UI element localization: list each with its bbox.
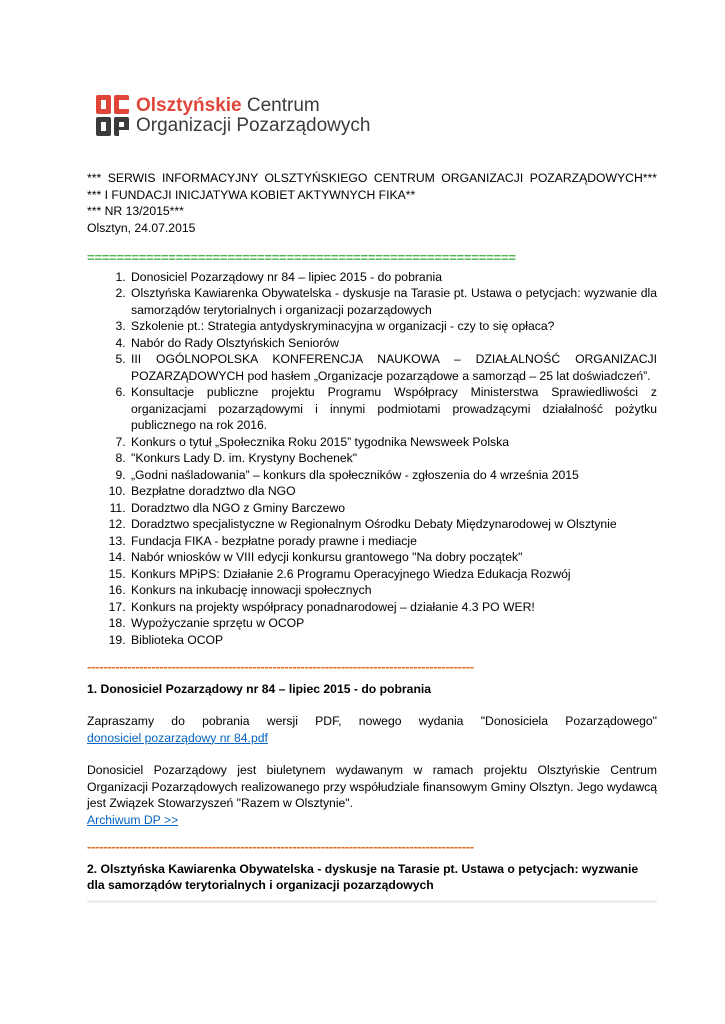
logo-word-olsztynskie: Olsztyńskie [136,95,242,116]
toc-item: 13. Fundacja FIKA - bezpłatne porady prawne i mediacje [129,533,657,550]
toc-item: 14. Nabór wniosków w VIII edycji konkursu grantowego "Na dobry początek" [129,549,657,566]
toc-item: 4. Nabór do Rady Olsztyńskich Seniorów [129,335,657,352]
ocop-logo [96,95,396,139]
logo-title-line1 [136,96,370,116]
toc-item: 6. Konsultacje publiczne projektu Programu Współpracy Ministerstwa Sprawiedliwości z organizacjami pozarządowymi i innymi podmiotami prowadzącymi działalność pożytku publicznego na rok 2016. [129,384,657,434]
toc-item: 9. „Godni naśladowania” – konkurs dla społeczników - zgłoszenia do 4 września 2015 [129,467,657,484]
logo-title-line2: Organizacji Pozarządowych [136,115,371,136]
toc-item: 5. III OGÓLNOPOLSKA KONFERENCJA NAUKOWA – DZIAŁALNOŚĆ ORGANIZACJI POZARZĄDOWYCH pod hasłem „Organizacje pozarządowe a samorząd – 25 lat doświadczeń”. [129,351,657,384]
toc-item: 1. Donosiciel Pozarządowy nr 84 – lipiec 2015 - do pobrania [129,269,657,286]
pdf-download-link[interactable]: donosiciel pozarządowy nr 84.pdf [87,730,268,745]
toc-item: 10. Bezpłatne doradztwo dla NGO [129,483,657,500]
toc-item: 16. Konkurs na inkubację innowacji społecznych [129,582,657,599]
toc-item: 17. Konkurs na projekty współpracy ponadnarodowej – działanie 4.3 PO WER! [129,599,657,616]
ocop-logo-mark-icon [96,95,130,137]
toc-item: 3. Szkolenie pt.: Strategia antydyskryminacyjna w organizacji - czy to się opłaca? [129,318,657,335]
toc-item: 8. "Konkurs Lady D. im. Krystyny Bochenek" [129,450,657,467]
header-line-2: *** I FUNDACJI INICJATYWA KOBIET AKTYWNYCH FIKA** [87,187,416,202]
toc-item: 18. Wypożyczanie sprzętu w OCOP [129,615,657,632]
header-issue-number: *** NR 13/2015*** [87,204,184,218]
toc-item: 7. Konkurs o tytuł „Społecznika Roku 2015” tygodnika Newsweek Polska [129,434,657,451]
toc-item: 11. Doradztwo dla NGO z Gminy Barczewo [129,500,657,517]
header-line-1: *** SERWIS INFORMACYJNY OLSZTYŃSKIEGO CENTRUM ORGANIZACJI POZARZĄDOWYCH*** [87,171,657,185]
section-1-body: Donosiciel Pozarządowy jest biuletynem wydawanym w ramach projektu Olsztyńskie Centrum Organizacji Pozarządowych realizowanego przy współudziale finansowym Gminy Olsztyn. Jego wydawcą jest Związek Stowarzyszeń "Razem w Olsztynie". [87,763,657,810]
archive-link[interactable]: Archiwum DP >> [87,812,179,827]
equals-separator: ========================================================== [87,250,516,265]
toc-item: 2. Olsztyńska Kawiarenka Obywatelska - dyskusje na Tarasie pt. Ustawa o petycjach: wyzwanie dla samorządów terytorialnych i organizacji pozarządowych [129,285,657,318]
newsletter-body [87,170,657,903]
section-divider [87,900,657,903]
header-date: Olsztyn, 24.07.2015 [87,220,196,235]
section-1-intro: Zapraszamy do pobrania wersji PDF, nowego wydania "Donosiciela Pozarządowego" [87,714,657,728]
toc-item: 19. Biblioteka OCOP [129,632,657,649]
logo-word-centrum: Centrum [246,95,320,116]
table-of-contents [87,269,657,649]
dash-separator: ------------------------------------------------------------------------------------------------ [87,659,474,674]
toc-item: 15. Konkurs MPiPS: Działanie 2.6 Programu Operacyjnego Wiedza Edukacja Rozwój [129,566,657,583]
section-2-title: 2. Olsztyńska Kawiarenka Obywatelska - dyskusje na Tarasie pt. Ustawa o petycjach: wyzwanie dla samorządów terytorialnych i organizacji pozarządowych [87,861,639,892]
dash-separator: ------------------------------------------------------------------------------------------------ [87,839,474,854]
toc-item: 12. Doradztwo specjalistyczne w Regionalnym Ośrodku Debaty Międzynarodowej w Olsztynie [129,516,657,533]
section-1-title: 1. Donosiciel Pozarządowy nr 84 – lipiec 2015 - do pobrania [87,681,432,696]
